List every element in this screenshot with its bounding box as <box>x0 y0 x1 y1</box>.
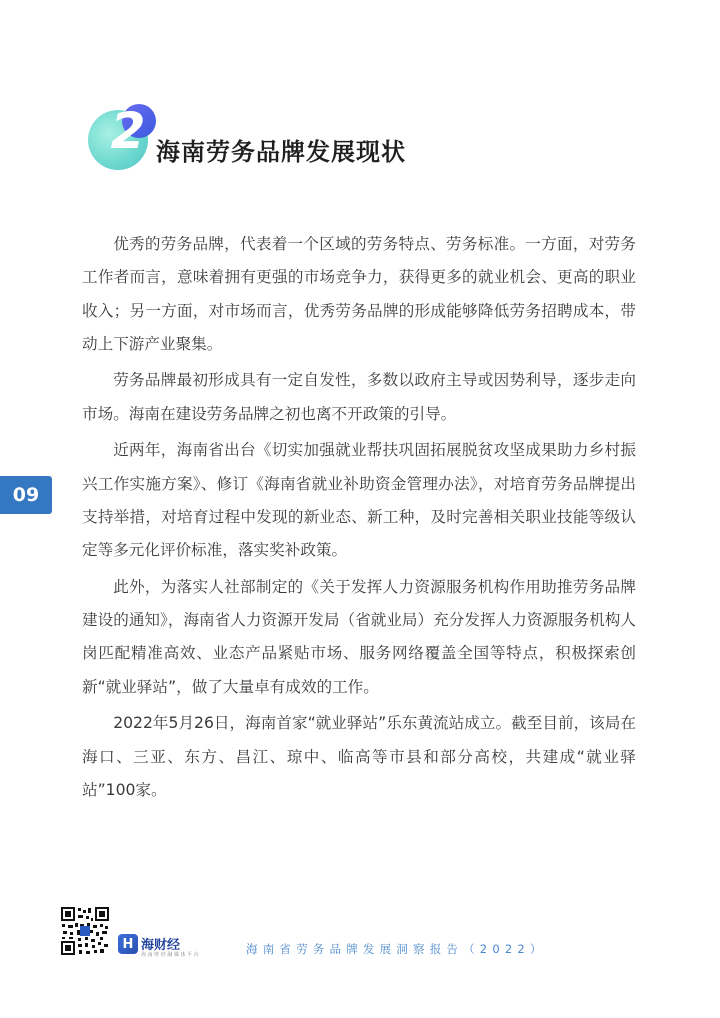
footer-logo <box>118 934 208 960</box>
paragraph: 优秀的劳务品牌，代表着一个区域的劳务特点、劳务标准。一方面，对劳务工作者而言，意味着拥有更强的市场竞争力，获得更多的就业机会、更高的职业收入；另一方面，对市场而言，优秀劳务品牌的形成能够降低劳务招聘成本，带动上下游产业聚集。 <box>82 235 636 353</box>
section-header <box>84 100 484 180</box>
logo-mark-icon: H <box>118 934 138 954</box>
section-number: 2 <box>110 102 146 160</box>
paragraph: 2022年5月26日，海南首家“就业驿站”乐东黄流站成立。截至目前，该局在海口、三亚、东方、昌江、琼中、临高等市县和部分高校，共建成“就业驿站”100家。 <box>82 714 636 799</box>
section-title: 海南劳务品牌发展现状 <box>156 138 406 166</box>
logo-name: 海财经 <box>141 938 181 953</box>
paragraph: 近两年，海南省出台《切实加强就业帮扶巩固拓展脱贫攻坚成果助力乡村振兴工作实施方案》、修订《海南省就业补助资金管理办法》，对培育劳务品牌提出支持举措，对培育过程中发现的新业态、新工种，及时完善相关职业技能等级认定等多元化评价标准，落实奖补政策。 <box>82 441 636 560</box>
qr-code-icon <box>60 906 110 956</box>
paragraph: 劳务品牌最初形成具有一定自发性，多数以政府主导或因势利导，逐步走向市场。海南在建设劳务品牌之初也离不开政策的引导。 <box>82 371 636 423</box>
logo-subtitle: 海 南 财 经 融 媒 体 平 台 <box>141 952 199 958</box>
body-text <box>82 228 636 811</box>
paragraph: 此外，为落实人社部制定的《关于发挥人力资源服务机构作用助推劳务品牌建设的通知》，海南省人力资源开发局（省就业局）充分发挥人力资源服务机构人岗匹配精准高效、业态产品紧贴市场、服务网络覆盖全国等特点，积极探索创新“就业驿站”，做了大量卓有成效的工作。 <box>82 577 636 696</box>
page-number-tab: 09 <box>0 476 52 514</box>
report-title: 海南省劳务品牌发展洞察报告（2022） <box>246 942 547 956</box>
